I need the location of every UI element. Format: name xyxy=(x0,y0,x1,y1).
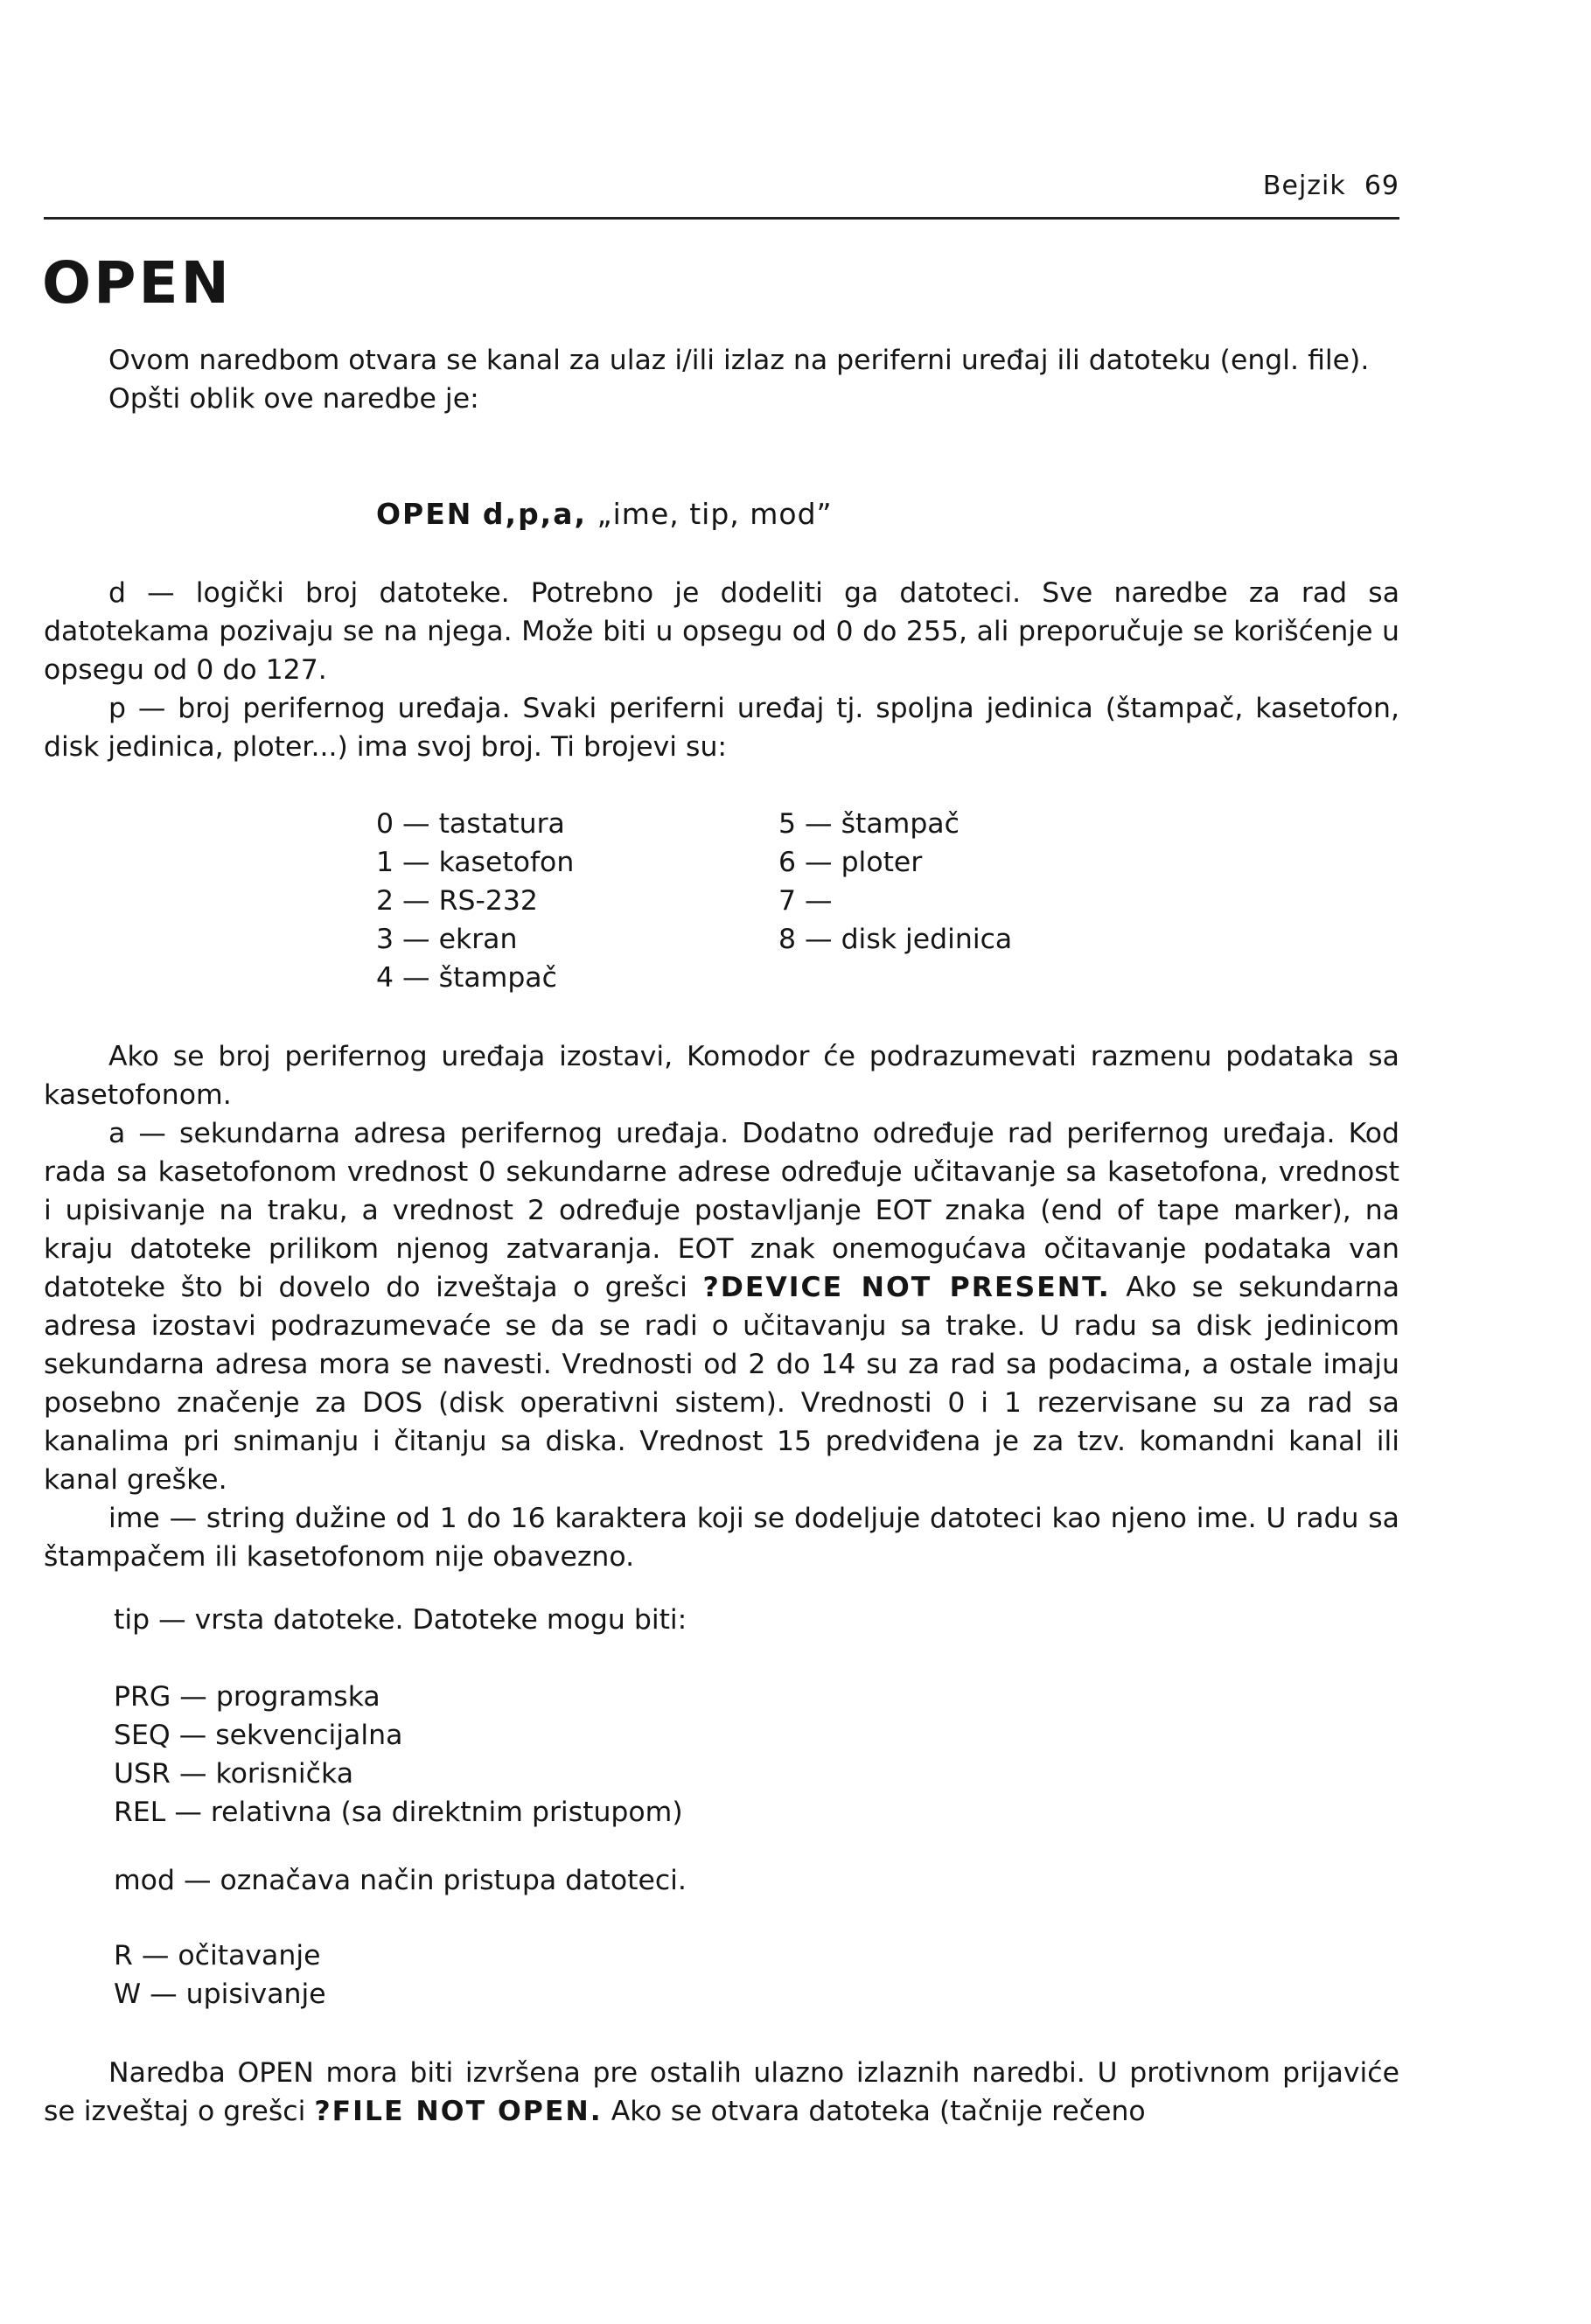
file-not-open-error: ?FILE NOT OPEN. xyxy=(314,2096,603,2127)
device-item: 6 — ploter xyxy=(778,847,923,878)
intro-line-1: Ovom naredbom otvara se kanal za ulaz i/ili izlaz na periferni uređaj ili datoteku (engl. file). xyxy=(108,345,1370,376)
page-title: OPEN xyxy=(42,249,232,317)
param-d-text: d — logički broj datoteke. Potrebno je dodeliti ga datoteci. Sve naredbe za rad sa datotekama pozivaju se na njega. Može biti u opsegu od 0 do 255, ali preporučuje se korišćenje u opsegu od 0 do 127. xyxy=(44,577,1399,686)
device-item: 0 — tastatura xyxy=(376,808,565,840)
file-type-list xyxy=(114,1678,683,1832)
file-type-item: SEQ — sekvencijalna xyxy=(114,1720,403,1751)
running-header xyxy=(1207,171,1399,201)
intro-paragraph xyxy=(44,341,1399,418)
running-title: Bejzik xyxy=(1262,171,1346,201)
mode-item: W — upisivanje xyxy=(114,1979,326,2010)
param-a-section xyxy=(44,1037,1399,1576)
mode-list xyxy=(114,1937,326,2013)
file-type-item: PRG — programska xyxy=(114,1681,380,1713)
param-a-text-2: Ako se sekundarna adresa izostavi podrazumevaće se da se radi o učitavanju sa trake. U radu sa disk jedinicom sekundarna adresa mora se navesti. Vrednosti od 2 do 14 su za rad sa podacima, a ostale imaju posebno značenje za DOS (disk operativni sistem). Vrednosti 0 i 1 rezervisane su za rad sa kanalima pri snimanju i čitanju sa diska. Vrednost 15 predviđena je za tzv. komandni kanal ili kanal greške. xyxy=(44,1272,1399,1496)
file-type-item: USR — korisnička xyxy=(114,1758,353,1790)
param-ime-text: ime — string dužine od 1 do 16 karaktera koji se dodeljuje datoteci kao njeno ime. U radu sa štampačem ili kasetofonom nije obavezno. xyxy=(44,1503,1399,1573)
device-item: 4 — štampač xyxy=(376,962,557,994)
intro-line-2: Opšti oblik ove naredbe je: xyxy=(108,383,479,415)
param-p-text: p — broj perifernog uređaja. Svaki periferni uređaj tj. spoljna jedinica (štampač, kasetofon, disk jedinica, ploter...) ima svoj broj. Ti brojevi su: xyxy=(44,693,1399,763)
closing-paragraph xyxy=(44,2054,1399,2131)
device-list-left xyxy=(376,805,574,997)
device-item: 1 — kasetofon xyxy=(376,847,575,878)
param-d-paragraph xyxy=(44,574,1399,766)
omit-note: Ako se broj perifernog uređaja izostavi, Komodor će podrazumevati razmenu podataka sa kasetofonom. xyxy=(44,1041,1399,1111)
device-item: 8 — disk jedinica xyxy=(778,924,1013,955)
device-list-right xyxy=(778,805,1012,959)
device-item: 2 — RS-232 xyxy=(376,885,538,917)
mod-intro: mod — označava način pristupa datoteci. xyxy=(114,1865,687,1896)
syntax-formula xyxy=(376,497,833,531)
device-item: 5 — štampač xyxy=(778,808,959,840)
page-number: 69 xyxy=(1364,171,1399,201)
device-item: 3 — ekran xyxy=(376,924,518,955)
closing-text-1: Naredba OPEN mora biti izvršena pre ostalih ulazno izlaznih naredbi. U protivnom prijaviće se izveštaj o grešci xyxy=(44,2057,1399,2127)
device-not-present-error: ?DEVICE NOT PRESENT. xyxy=(702,1272,1111,1303)
file-type-item: REL — relativna (sa direktnim pristupom) xyxy=(114,1797,683,1828)
param-a-text xyxy=(44,1114,1399,1499)
closing-text xyxy=(44,2054,1399,2131)
mode-item: R — očitavanje xyxy=(114,1940,321,1972)
formula-keyword: OPEN xyxy=(376,497,473,531)
device-item: 7 — xyxy=(778,885,833,917)
closing-text-2: Ako se otvara datoteka (tačnije rečeno xyxy=(611,2096,1146,2127)
formula-rest: „ime, tip, mod” xyxy=(597,497,833,531)
formula-params: d,p,a, xyxy=(482,497,588,531)
tip-intro: tip — vrsta datoteke. Datoteke mogu biti: xyxy=(114,1604,687,1636)
param-a-text-1: a — sekundarna adresa perifernog uređaja. Dodatno određuje rad perifernog uređaja. Kod rada sa kasetofonom vrednost 0 sekundarne adrese određuje učitavanje sa kasetofona, vrednost i upisivanje na traku, a vrednost 2 određuje postavljanje EOT znaka (end of tape marker), na kraju datoteke prilikom njenog zatvaranja. EOT znak onemogućava očitavanje podataka van datoteke što bi dovelo do izveštaja o grešci xyxy=(44,1118,1399,1303)
header-rule xyxy=(44,217,1399,220)
